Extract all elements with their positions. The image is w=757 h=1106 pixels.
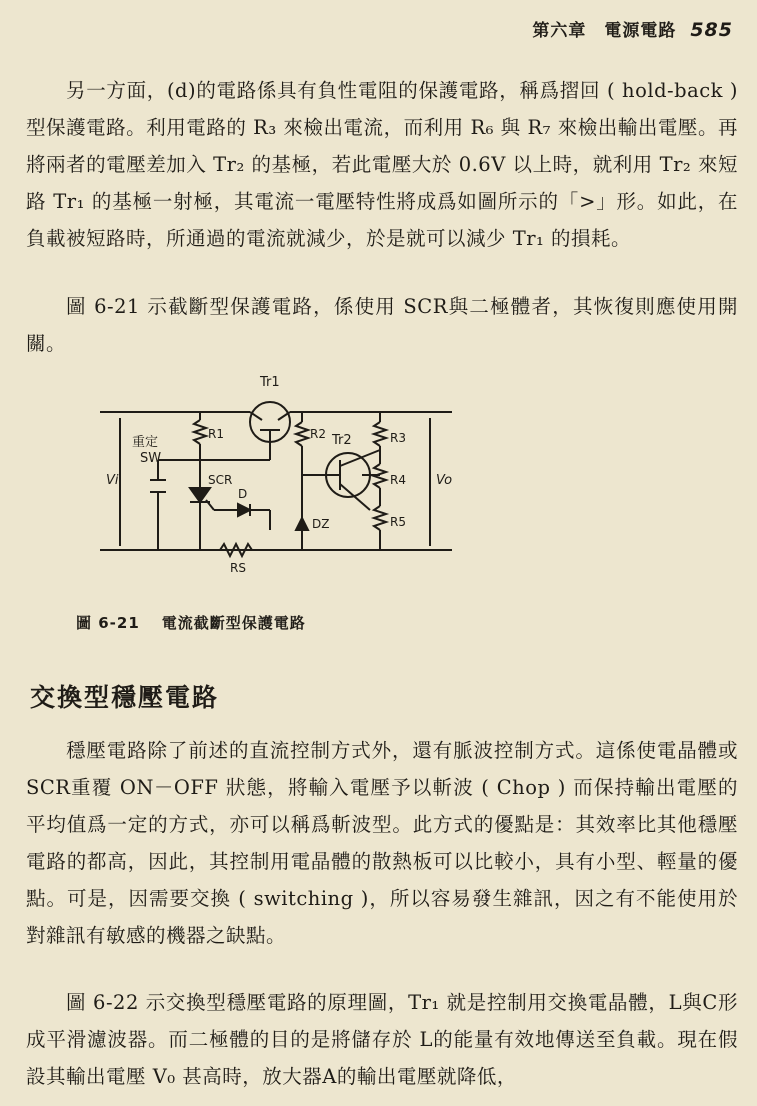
tr2-label: Tr2 — [332, 433, 352, 448]
r2-resistor — [296, 422, 308, 446]
r1-label: R1 — [208, 427, 224, 441]
r5-label: R5 — [390, 515, 406, 529]
chapter-title: 第六章 電源電路 — [532, 21, 677, 41]
figure-number: 圖 6-21 — [76, 614, 140, 632]
zener-dz-label: DZ — [312, 517, 330, 531]
diode-d-symbol — [238, 504, 250, 516]
paragraph-foldback-protection: 另一方面，(d)的電路係具有負性電阻的保護電路，稱爲摺回 ( hold-back ) 型保護電路。利用電路的 R₃ 來檢出電流，而利用 R₆ 與 R₇ 來檢出輸出電壓。再將兩者的電壓差加入 Tr₂ 的基極，若此電壓大於 0.6V 以上時，就利用 Tr₂ 來短路 Tr₁ 的基極一射極，其電流一電壓特性將成爲如圖所示的「>」形。如此，在負載被短路時，所通過的電流就減少，於是就可以減少 Tr₁ 的損耗。 — [26, 79, 745, 250]
reset-label-line2: SW — [140, 451, 162, 466]
rs-label: RS — [230, 561, 246, 575]
figure-caption — [76, 612, 306, 633]
paragraph-figure-6-22: 圖 6-22 示交換型穩壓電路的原理圖，Tr₁ 就是控制用交換電晶體，L與C形成平滑濾波器。而二極體的目的是將儲存於 L的能量有效地傳送至負載。現在假設其輸出電壓 V₀ 甚高時，放大器A的輸出電壓就降低， — [26, 991, 738, 1088]
zener-dz-symbol — [296, 518, 308, 530]
tr1-label: Tr1 — [260, 375, 280, 390]
page-number: 585 — [690, 19, 733, 41]
scr-label: SCR — [208, 473, 233, 487]
section-title: 交換型穩壓電路 — [30, 683, 220, 712]
reset-label-line1: 重定 — [132, 435, 159, 450]
r4-label: R4 — [390, 473, 406, 487]
circuit-diagram — [80, 360, 480, 590]
running-head — [532, 16, 733, 41]
diode-d-label: D — [238, 487, 248, 501]
vo-label: Vo — [436, 473, 453, 488]
r5-resistor — [374, 506, 386, 530]
paragraph-figure-intro: 圖 6-21 示截斷型保護電路，係使用 SCR與二極體者，其恢復則應使用開關。 — [26, 295, 738, 355]
vi-label: Vi — [106, 473, 119, 488]
r2-label: R2 — [310, 427, 326, 441]
r3-label: R3 — [390, 431, 406, 445]
circuit-svg — [80, 360, 480, 590]
r1-resistor — [194, 420, 206, 444]
r3-resistor — [374, 422, 386, 446]
paragraph-switching-regulator: 穩壓電路除了前述的直流控制方式外，還有脈波控制方式。這係使電晶體或SCR重覆 ON－OFF 狀態，將輸入電壓予以斬波 ( Chop ) 而保持輸出電壓的平均值爲一定的方式，亦可以稱爲斬波型。此方式的優點是：其效率比其他穩壓電路的都高，因此，其控制用電晶體的散熱板可以比較小，具有小型、輕量的優點。可是，因需要交換 ( switching )，所以容易發生雜訊，因之有不能使用於對雜訊有敏感的機器之缺點。 — [26, 739, 738, 947]
figure-caption-text: 電流截斷型保護電路 — [161, 614, 306, 632]
